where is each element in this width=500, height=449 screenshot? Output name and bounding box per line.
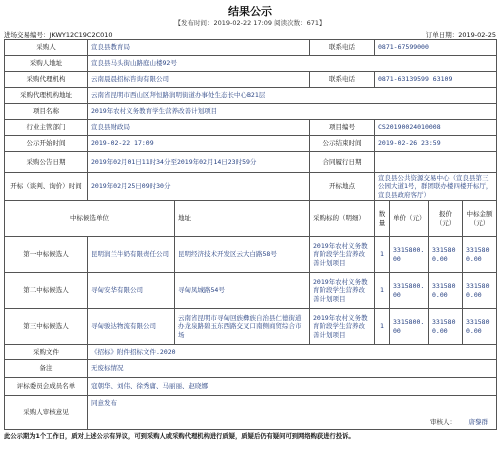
reviewer-label: 采购人审核意见 xyxy=(5,396,88,430)
bid-location: 宣良县公共资源交易中心（宣良县第三公园大道1号，群团联办楼四楼开标厅，宣良县政府客厅） xyxy=(375,173,497,201)
bid-files-row xyxy=(5,345,497,360)
candidate-qty: 1 xyxy=(375,309,390,345)
purchaser-row xyxy=(5,40,497,56)
publish-start: 2019-02-22 17:09 xyxy=(88,136,310,152)
bid-open-label: 开标（谈判、询价）时间 xyxy=(5,173,88,201)
candidate-rank: 第二中标候选人 xyxy=(5,273,88,309)
candidate-rank: 第三中标候选人 xyxy=(5,309,88,345)
candidate-rank: 第一中标候选人 xyxy=(5,237,88,273)
col-candidate: 中标候选单位 xyxy=(5,201,175,237)
candidate-award: 3315800.00 xyxy=(463,237,497,273)
result-table xyxy=(4,39,497,430)
agency-row xyxy=(5,72,497,88)
contract-date xyxy=(375,152,497,173)
col-address: 地址 xyxy=(175,201,310,237)
candidate-item: 2019年农村义务教育阶段学生营养改善计划项目 xyxy=(310,237,375,273)
industry-row xyxy=(5,120,497,136)
reviewer-opinion: 同意发布 xyxy=(91,399,117,407)
candidate-row xyxy=(5,309,497,345)
bid-files-link[interactable]: 《招标》附件招标文件.2020 xyxy=(88,345,497,360)
order-date: 订单日期：2019-02-25 xyxy=(425,31,496,39)
publish-date-row xyxy=(5,136,497,152)
col-price: 单价（元） xyxy=(390,201,429,237)
project-name: 2019年农村义务教育学生营养改善计划项目 xyxy=(88,104,497,120)
candidate-row xyxy=(5,237,497,273)
notes-label: 备注 xyxy=(5,360,88,378)
judges-row xyxy=(5,378,497,396)
notes-value: 无废标情况 xyxy=(88,360,497,378)
project-name-label: 项目名称 xyxy=(5,104,88,120)
candidate-total: 3315800.00 xyxy=(429,273,463,309)
col-item: 采购标的（明细） xyxy=(310,201,375,237)
col-qty: 数量 xyxy=(375,201,390,237)
project-code-label: 项目编号 xyxy=(310,120,375,136)
col-award: 中标金额（元） xyxy=(463,201,497,237)
reviewer-cell xyxy=(88,396,497,430)
project-name-row xyxy=(5,104,497,120)
bid-open-time: 2019年02月25日09时30分 xyxy=(88,173,310,201)
project-code: CS20190024010008 xyxy=(375,120,497,136)
candidate-award: 3315800.00 xyxy=(463,273,497,309)
bid-location-label: 开标地点 xyxy=(310,173,375,201)
bid-files-label: 采购文件 xyxy=(5,345,88,360)
reviewer-signer-label: 审核人： xyxy=(430,417,457,426)
publish-end-label: 公示结束时间 xyxy=(310,136,375,152)
agency-value: 云南晨晨招标咨询有限公司 xyxy=(88,72,310,88)
industry-value: 宣良县财政局 xyxy=(88,120,310,136)
col-total: 报价（元） xyxy=(429,201,463,237)
agency-label: 采购代理机构 xyxy=(5,72,88,88)
publish-end: 2019-02-26 23:59 xyxy=(375,136,497,152)
purchaser-address: 宣良县马头街山路庭山楼92号 xyxy=(88,56,497,72)
purchaser-phone: 0871-67599000 xyxy=(375,40,497,56)
industry-label: 行业主管部门 xyxy=(5,120,88,136)
candidates-header-row xyxy=(5,201,497,237)
candidate-qty: 1 xyxy=(375,273,390,309)
candidate-name: 寻甸安华有限公司 xyxy=(88,273,175,309)
candidate-total: 3315800.00 xyxy=(429,237,463,273)
judges-label: 评标委员会成员名单 xyxy=(5,378,88,396)
candidate-item: 2019年农村义务教育阶段学生营养改善计划项目 xyxy=(310,273,375,309)
purchaser-address-row xyxy=(5,56,497,72)
candidate-address: 寻甸凤城路54号 xyxy=(175,273,310,309)
publish-start-label: 公示开始时间 xyxy=(5,136,88,152)
contract-date-label: 合同履行日期 xyxy=(310,152,375,173)
candidate-price: 3315800.00 xyxy=(390,273,429,309)
judges-value: 寇朝华、刘伟、徐秀庸、马丽丽、赵晓娜 xyxy=(88,378,497,396)
agency-phone: 0871-63139599 63109 xyxy=(375,72,497,88)
candidate-row xyxy=(5,273,497,309)
candidate-total: 3315800.00 xyxy=(429,309,463,345)
candidate-qty: 1 xyxy=(375,237,390,273)
reviewer-signer: 唐黎群 xyxy=(468,417,489,426)
candidate-address: 云南省昆明市寻甸回族彝族自治县仁德街道办龙泉路碧玉东西路交叉口南侧商贸综合市场 xyxy=(175,309,310,345)
reviewer-row xyxy=(5,396,497,430)
agency-address-label: 采购代理机构地址 xyxy=(5,88,88,104)
announce-date-row xyxy=(5,152,497,173)
candidate-name: 寻甸骏达物流有限公司 xyxy=(88,309,175,345)
candidate-address: 昆明经济技术开发区云大白路58号 xyxy=(175,237,310,273)
purchaser-address-label: 采购人地址 xyxy=(5,56,88,72)
purchaser-phone-label: 联系电话 xyxy=(310,40,375,56)
candidate-award: 3315800.00 xyxy=(463,309,497,345)
candidate-name: 昆明润兰牛奶有限责任公司 xyxy=(88,237,175,273)
agency-phone-label: 联系电话 xyxy=(310,72,375,88)
footer-note: 此公示期为1个工作日，质对上述公示有异议，可到采购人或采购代理机构进行质疑，质疑后仍有疑问可到网络购获进行投诉。 xyxy=(4,433,355,440)
candidate-price: 3315800.00 xyxy=(390,309,429,345)
publish-meta: 【发布时间：2019-02-22 17:09 阅读次数：671】 xyxy=(174,19,326,27)
announce-date-label: 采购公告日期 xyxy=(5,152,88,173)
purchaser-value: 宣良县教育局 xyxy=(88,40,310,56)
candidate-price: 3315800.00 xyxy=(390,237,429,273)
candidate-item: 2019年农村义务教育阶段学生营养改善计划项目 xyxy=(310,309,375,345)
bid-open-row xyxy=(5,173,497,201)
agency-address: 云南省昆明市西山区拜恒路润明街道办事处生态长中心B21层 xyxy=(88,88,497,104)
purchaser-label: 采购人 xyxy=(5,40,88,56)
announce-date: 2019年02月01日11时34分至2019年02月14日23时59分 xyxy=(88,152,310,173)
page-title: 结果公示 xyxy=(228,5,272,18)
agency-address-row xyxy=(5,88,497,104)
trade-number: 进场交易编号：JKWY12C19C2C010 xyxy=(4,31,113,39)
notes-row xyxy=(5,360,497,378)
